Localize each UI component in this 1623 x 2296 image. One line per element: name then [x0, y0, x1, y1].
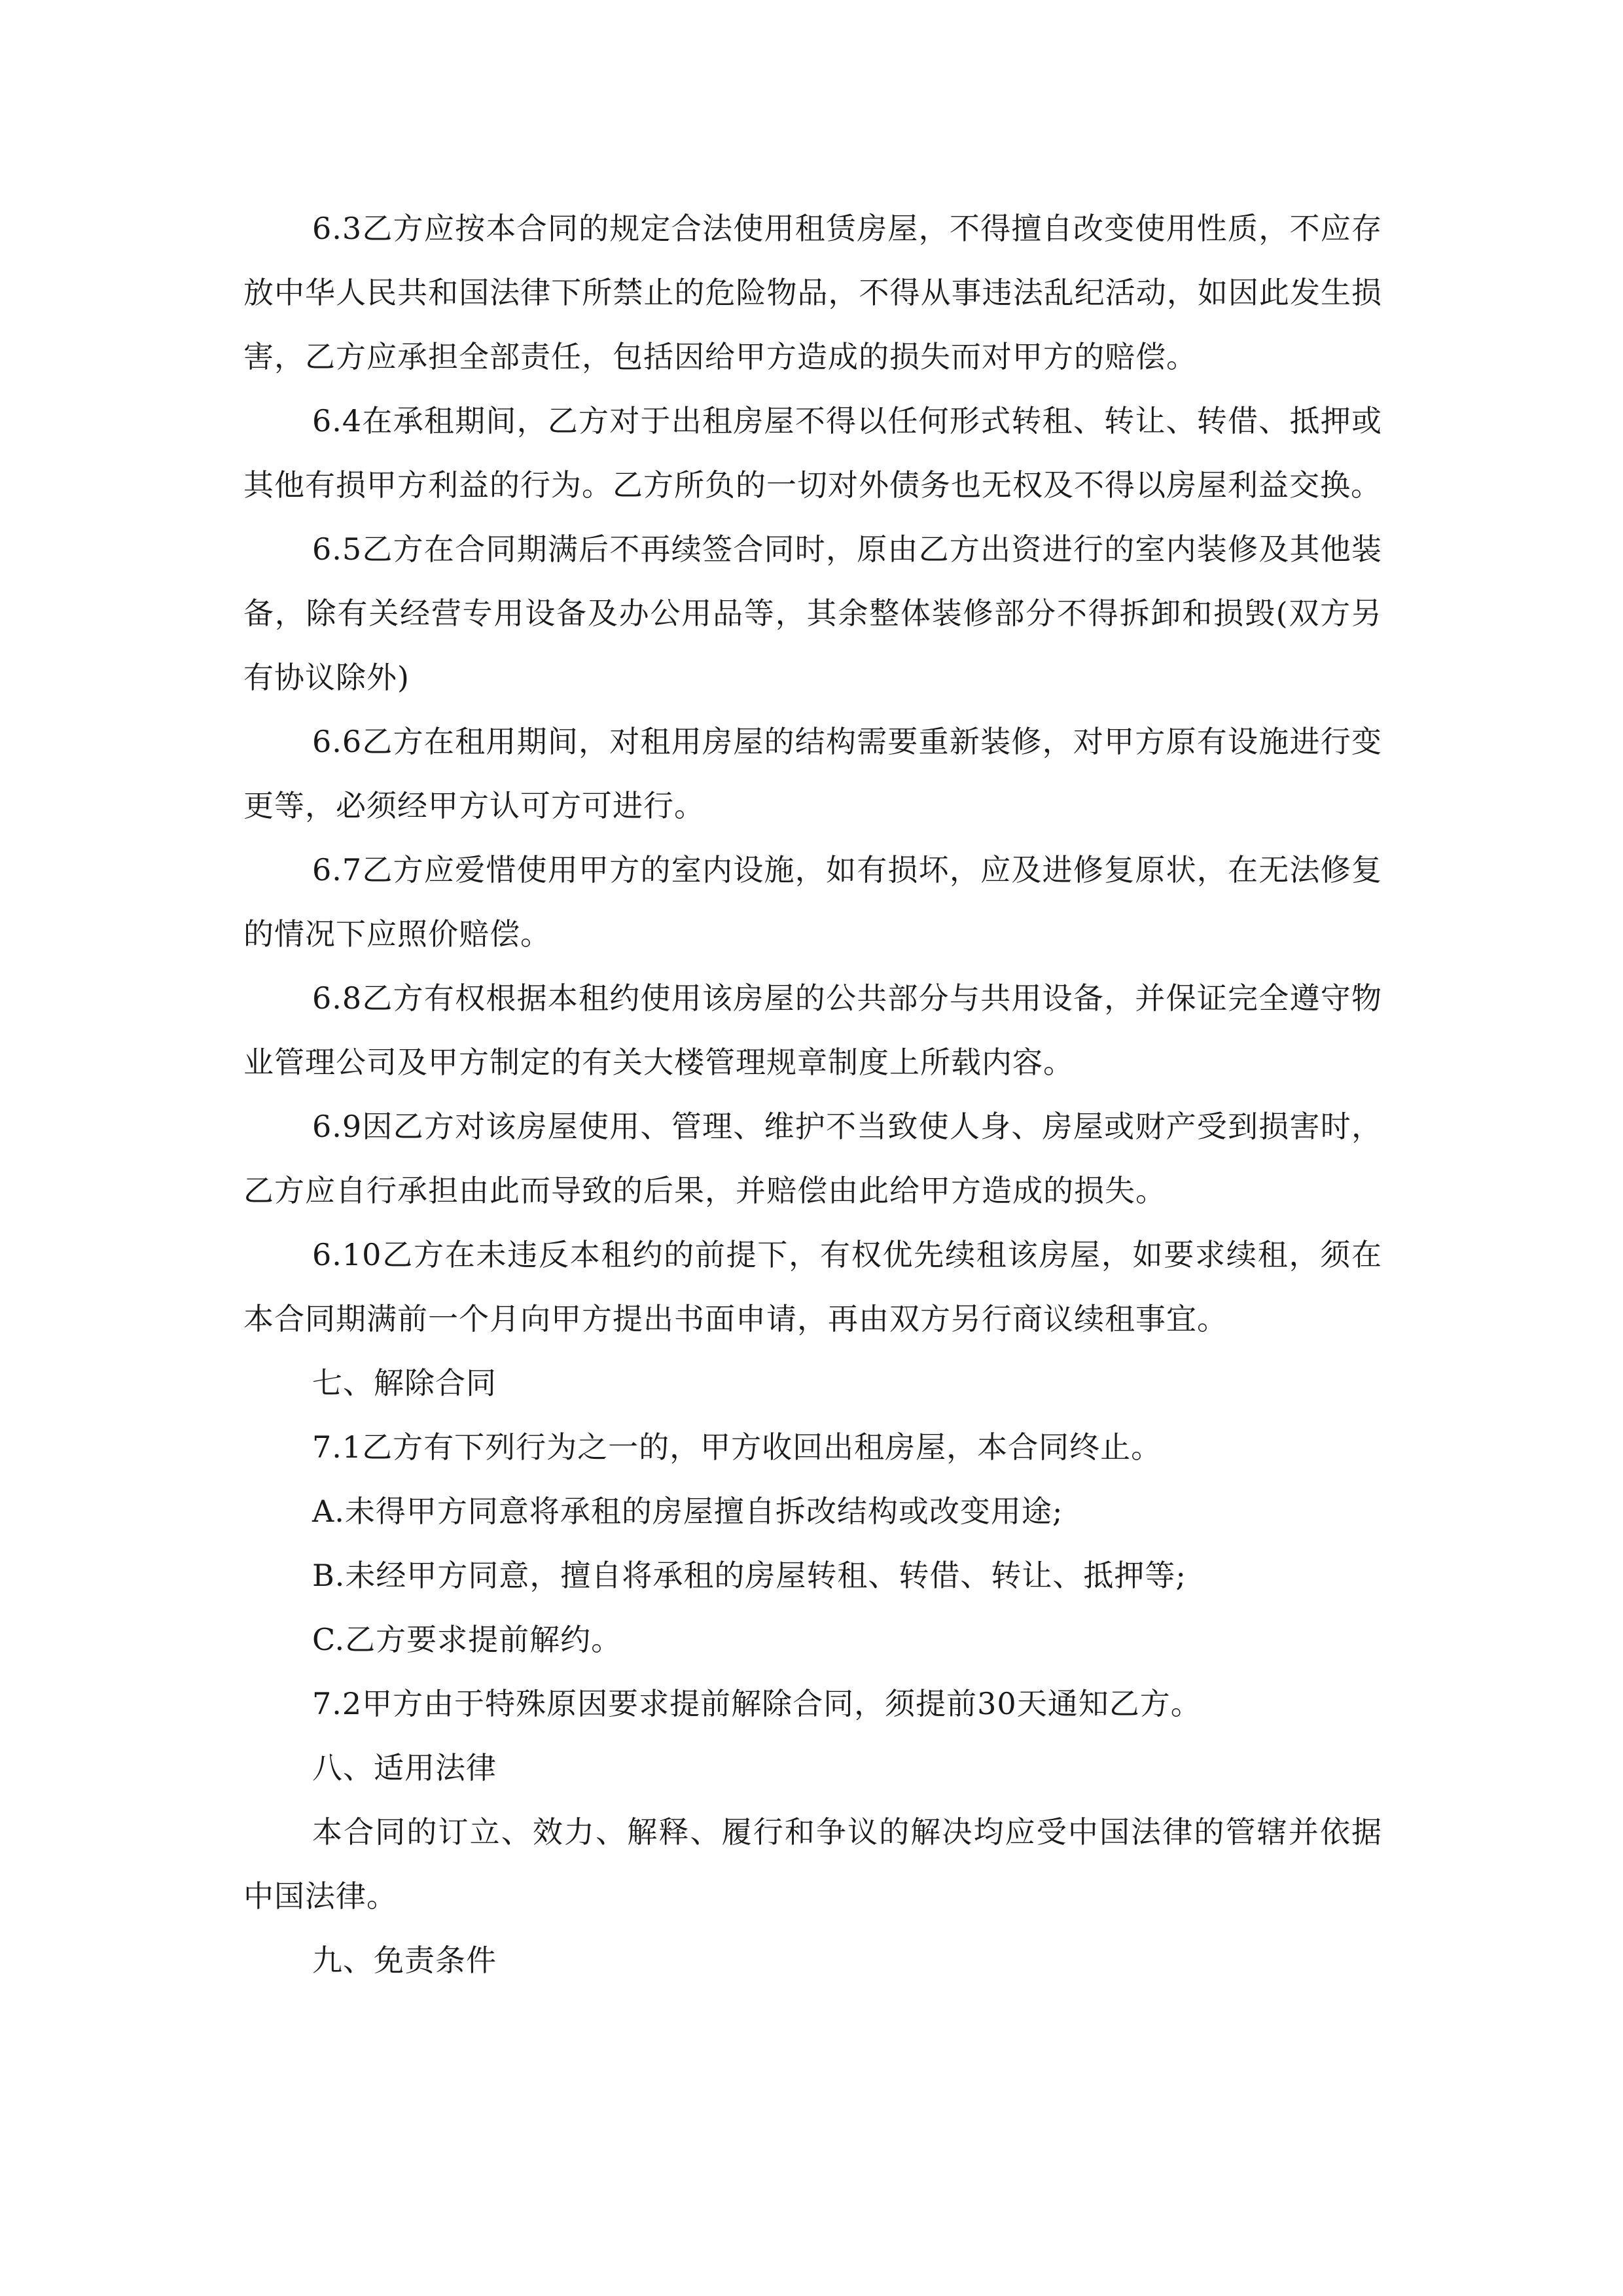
clause-7-1-a: A.未得甲方同意将承租的房屋擅自拆改结构或改变用途;	[312, 1494, 1063, 1529]
clause-6-8: 6.8乙方有权根据本租约使用该房屋的公共部分与共用设备，并保证完全遵守物业管理公司及甲方制定的有关大楼管理规章制度上所载内容。	[243, 980, 1382, 1080]
document-page	[243, 196, 1382, 1992]
clause-7-2: 7.2甲方由于特殊原因要求提前解除合同，须提前30天通知乙方。	[312, 1686, 1202, 1721]
clause-8-body: 本合同的订立、效力、解释、履行和争议的解决均应受中国法律的管辖并依据中国法律。	[243, 1814, 1382, 1914]
clause-6-9: 6.9因乙方对该房屋使用、管理、维护不当致使人身、房屋或财产受到损害时，乙方应自行承担由此而导致的后果，并赔偿由此给甲方造成的损失。	[243, 1109, 1382, 1208]
clause-6-3: 6.3乙方应按本合同的规定合法使用租赁房屋，不得擅自改变使用性质，不应存放中华人民共和国法律下所禁止的危险物品，不得从事违法乱纪活动，如因此发生损害，乙方应承担全部责任，包括因给甲方造成的损失而对甲方的赔偿。	[243, 211, 1382, 374]
section-heading-9: 九、免责条件	[312, 1943, 497, 1978]
clause-6-5: 6.5乙方在合同期满后不再续签合同时，原由乙方出资进行的室内装修及其他装备，除有关经营专用设备及办公用品等，其余整体装修部分不得拆卸和损毁(双方另有协议除外)	[243, 531, 1382, 695]
clause-6-6: 6.6乙方在租用期间，对租用房屋的结构需要重新装修，对甲方原有设施进行变更等，必须经甲方认可方可进行。	[243, 724, 1382, 823]
clause-7-1-c: C.乙方要求提前解约。	[312, 1622, 622, 1657]
section-heading-8: 八、适用法律	[312, 1750, 497, 1785]
clause-6-4: 6.4在承租期间，乙方对于出租房屋不得以任何形式转租、转让、转借、抵押或其他有损甲方利益的行为。乙方所负的一切对外债务也无权及不得以房屋利益交换。	[243, 403, 1382, 503]
clause-6-10: 6.10乙方在未违反本租约的前提下，有权优先续租该房屋，如要求续租，须在本合同期满前一个月向甲方提出书面申请，再由双方另行商议续租事宜。	[243, 1237, 1382, 1336]
section-heading-7: 七、解除合同	[312, 1365, 497, 1401]
clause-7-1-b: B.未经甲方同意，擅自将承租的房屋转租、转借、转让、抵押等;	[312, 1558, 1186, 1593]
clause-6-7: 6.7乙方应爱惜使用甲方的室内设施，如有损坏，应及进修复原状，在无法修复的情况下应照价赔偿。	[243, 852, 1382, 952]
clause-7-1: 7.1乙方有下列行为之一的，甲方收回出租房屋，本合同终止。	[312, 1429, 1162, 1465]
